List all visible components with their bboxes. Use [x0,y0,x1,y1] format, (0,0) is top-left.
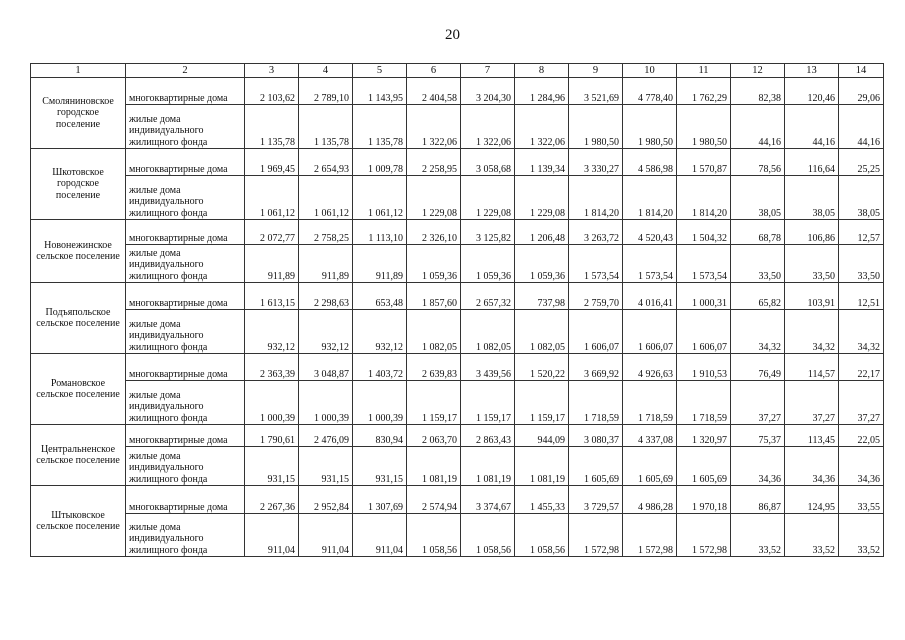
value-cell: 2 267,36 [245,486,299,514]
header-row [31,64,884,78]
value-cell: 1 000,39 [245,381,299,425]
value-cell: 2 298,63 [299,283,353,310]
value-cell: 911,89 [245,245,299,283]
value-cell: 1 814,20 [677,176,731,220]
value-cell: 2 758,25 [299,220,353,245]
value-cell: 1 980,50 [623,105,677,149]
value-cell: 1 504,32 [677,220,731,245]
value-cell: 1 605,69 [677,447,731,486]
table-row [31,486,884,514]
value-cell: 12,51 [839,283,884,310]
settlement-name: Романовское сельское поселение [31,354,126,425]
table-row [31,310,884,354]
value-cell: 37,27 [839,381,884,425]
value-cell: 1 718,59 [623,381,677,425]
value-cell: 124,95 [785,486,839,514]
value-cell: 2 654,93 [299,149,353,176]
value-cell: 1 572,98 [677,514,731,557]
value-cell: 3 204,30 [461,78,515,105]
value-cell: 1 573,54 [677,245,731,283]
column-header: 8 [515,64,569,78]
value-cell: 22,17 [839,354,884,381]
column-header: 5 [353,64,407,78]
value-cell: 911,04 [245,514,299,557]
value-cell: 1 081,19 [515,447,569,486]
value-cell: 3 058,68 [461,149,515,176]
value-cell: 2 639,83 [407,354,461,381]
value-cell: 103,91 [785,283,839,310]
table-row [31,105,884,149]
value-cell: 1 058,56 [515,514,569,557]
value-cell: 1 970,18 [677,486,731,514]
value-cell: 4 778,40 [623,78,677,105]
value-cell: 1 718,59 [569,381,623,425]
value-cell: 38,05 [731,176,785,220]
value-cell: 44,16 [731,105,785,149]
value-cell: 86,87 [731,486,785,514]
column-header: 7 [461,64,515,78]
value-cell: 2 759,70 [569,283,623,310]
value-cell: 1 058,56 [407,514,461,557]
housing-type: многоквартирные дома [126,220,245,245]
value-cell: 1 573,54 [623,245,677,283]
value-cell: 4 520,43 [623,220,677,245]
value-cell: 1 135,78 [299,105,353,149]
value-cell: 1 520,22 [515,354,569,381]
value-cell: 2 574,94 [407,486,461,514]
settlement-name: Шкотовское городское поселение [31,149,126,220]
value-cell: 2 476,09 [299,425,353,447]
value-cell: 106,86 [785,220,839,245]
value-cell: 116,64 [785,149,839,176]
value-cell: 4 986,28 [623,486,677,514]
value-cell: 38,05 [785,176,839,220]
column-header: 4 [299,64,353,78]
value-cell: 911,89 [299,245,353,283]
table-row [31,245,884,283]
value-cell: 1 229,08 [407,176,461,220]
value-cell: 944,09 [515,425,569,447]
value-cell: 1 059,36 [515,245,569,283]
value-cell: 932,12 [299,310,353,354]
table-row [31,447,884,486]
value-cell: 2 404,58 [407,78,461,105]
value-cell: 3 080,37 [569,425,623,447]
value-cell: 1 606,07 [569,310,623,354]
value-cell: 911,04 [353,514,407,557]
value-cell: 3 521,69 [569,78,623,105]
value-cell: 3 669,92 [569,354,623,381]
housing-type: жилые дома индивидуального жилищного фонда [126,381,245,425]
column-header: 12 [731,64,785,78]
column-header: 1 [31,64,126,78]
column-header: 10 [623,64,677,78]
column-header: 3 [245,64,299,78]
value-cell: 911,89 [353,245,407,283]
value-cell: 3 125,82 [461,220,515,245]
value-cell: 1 762,29 [677,78,731,105]
value-cell: 1 061,12 [353,176,407,220]
value-cell: 2 072,77 [245,220,299,245]
column-header: 6 [407,64,461,78]
value-cell: 3 374,67 [461,486,515,514]
value-cell: 1 135,78 [245,105,299,149]
value-cell: 2 063,70 [407,425,461,447]
value-cell: 2 326,10 [407,220,461,245]
tariff-table [30,63,884,557]
value-cell: 1 455,33 [515,486,569,514]
value-cell: 1 570,87 [677,149,731,176]
value-cell: 4 016,41 [623,283,677,310]
value-cell: 737,98 [515,283,569,310]
table-row [31,176,884,220]
table-row [31,78,884,105]
value-cell: 1 061,12 [299,176,353,220]
table-row [31,283,884,310]
value-cell: 4 337,08 [623,425,677,447]
value-cell: 1 320,97 [677,425,731,447]
value-cell: 1 980,50 [677,105,731,149]
value-cell: 931,15 [299,447,353,486]
value-cell: 33,52 [839,514,884,557]
table-row [31,220,884,245]
value-cell: 1 206,48 [515,220,569,245]
value-cell: 1 229,08 [515,176,569,220]
value-cell: 1 229,08 [461,176,515,220]
value-cell: 1 082,05 [515,310,569,354]
value-cell: 1 081,19 [461,447,515,486]
value-cell: 1 403,72 [353,354,407,381]
value-cell: 931,15 [353,447,407,486]
housing-type: жилые дома индивидуального жилищного фонда [126,514,245,557]
table-row [31,354,884,381]
value-cell: 1 572,98 [569,514,623,557]
value-cell: 1 322,06 [407,105,461,149]
value-cell: 78,56 [731,149,785,176]
value-cell: 3 729,57 [569,486,623,514]
value-cell: 1 000,31 [677,283,731,310]
value-cell: 12,57 [839,220,884,245]
value-cell: 1 139,34 [515,149,569,176]
value-cell: 4 586,98 [623,149,677,176]
value-cell: 65,82 [731,283,785,310]
value-cell: 1 159,17 [461,381,515,425]
housing-type: многоквартирные дома [126,78,245,105]
value-cell: 1 718,59 [677,381,731,425]
housing-type: жилые дома индивидуального жилищного фонда [126,105,245,149]
table-row [31,425,884,447]
value-cell: 33,52 [731,514,785,557]
value-cell: 1 000,39 [299,381,353,425]
value-cell: 114,57 [785,354,839,381]
value-cell: 2 863,43 [461,425,515,447]
value-cell: 1 605,69 [623,447,677,486]
value-cell: 33,55 [839,486,884,514]
table-row [31,149,884,176]
value-cell: 1 814,20 [623,176,677,220]
value-cell: 932,12 [245,310,299,354]
value-cell: 1 572,98 [623,514,677,557]
value-cell: 1 910,53 [677,354,731,381]
housing-type: многоквартирные дома [126,486,245,514]
value-cell: 113,45 [785,425,839,447]
housing-type: жилые дома индивидуального жилищного фонда [126,176,245,220]
value-cell: 120,46 [785,78,839,105]
housing-type: жилые дома индивидуального жилищного фонда [126,310,245,354]
value-cell: 653,48 [353,283,407,310]
value-cell: 34,32 [785,310,839,354]
value-cell: 37,27 [731,381,785,425]
value-cell: 1 082,05 [461,310,515,354]
value-cell: 1 790,61 [245,425,299,447]
value-cell: 29,06 [839,78,884,105]
value-cell: 3 330,27 [569,149,623,176]
value-cell: 2 952,84 [299,486,353,514]
value-cell: 34,32 [839,310,884,354]
value-cell: 44,16 [785,105,839,149]
value-cell: 1 081,19 [407,447,461,486]
value-cell: 2 657,32 [461,283,515,310]
value-cell: 75,37 [731,425,785,447]
value-cell: 4 926,63 [623,354,677,381]
column-header: 11 [677,64,731,78]
table-body [31,78,884,557]
table-row [31,514,884,557]
value-cell: 1 307,69 [353,486,407,514]
housing-type: многоквартирные дома [126,354,245,381]
value-cell: 911,04 [299,514,353,557]
value-cell: 33,52 [785,514,839,557]
value-cell: 1 969,45 [245,149,299,176]
value-cell: 1 059,36 [461,245,515,283]
value-cell: 34,36 [785,447,839,486]
value-cell: 34,32 [731,310,785,354]
value-cell: 1 061,12 [245,176,299,220]
value-cell: 25,25 [839,149,884,176]
housing-type: многоквартирные дома [126,149,245,176]
settlement-name: Центральненское сельское поселение [31,425,126,486]
value-cell: 37,27 [785,381,839,425]
value-cell: 2 103,62 [245,78,299,105]
value-cell: 1 159,17 [515,381,569,425]
column-header: 9 [569,64,623,78]
value-cell: 830,94 [353,425,407,447]
value-cell: 1 135,78 [353,105,407,149]
housing-type: многоквартирные дома [126,425,245,447]
value-cell: 1 058,56 [461,514,515,557]
settlement-name: Штыковское сельское поселение [31,486,126,557]
value-cell: 1 000,39 [353,381,407,425]
value-cell: 1 113,10 [353,220,407,245]
value-cell: 38,05 [839,176,884,220]
value-cell: 34,36 [839,447,884,486]
table-row [31,381,884,425]
value-cell: 33,50 [785,245,839,283]
value-cell: 931,15 [245,447,299,486]
value-cell: 1 606,07 [677,310,731,354]
value-cell: 2 363,39 [245,354,299,381]
value-cell: 33,50 [731,245,785,283]
value-cell: 1 814,20 [569,176,623,220]
value-cell: 1 573,54 [569,245,623,283]
value-cell: 1 082,05 [407,310,461,354]
value-cell: 1 284,96 [515,78,569,105]
value-cell: 1 009,78 [353,149,407,176]
page-number: 20 [445,27,460,43]
value-cell: 1 606,07 [623,310,677,354]
settlement-name: Подъяпольское сельское поселение [31,283,126,354]
settlement-name: Смоляниновское городское поселение [31,78,126,149]
value-cell: 3 048,87 [299,354,353,381]
value-cell: 82,38 [731,78,785,105]
housing-type: многоквартирные дома [126,283,245,310]
value-cell: 1 322,06 [461,105,515,149]
value-cell: 1 059,36 [407,245,461,283]
value-cell: 1 857,60 [407,283,461,310]
value-cell: 1 159,17 [407,381,461,425]
column-header: 14 [839,64,884,78]
value-cell: 2 789,10 [299,78,353,105]
settlement-name: Новонежинское сельское поселение [31,220,126,283]
value-cell: 1 605,69 [569,447,623,486]
value-cell: 44,16 [839,105,884,149]
housing-type: жилые дома индивидуального жилищного фонда [126,245,245,283]
value-cell: 34,36 [731,447,785,486]
value-cell: 932,12 [353,310,407,354]
value-cell: 3 439,56 [461,354,515,381]
column-header: 2 [126,64,245,78]
value-cell: 33,50 [839,245,884,283]
value-cell: 22,05 [839,425,884,447]
value-cell: 3 263,72 [569,220,623,245]
value-cell: 1 613,15 [245,283,299,310]
value-cell: 1 143,95 [353,78,407,105]
value-cell: 1 980,50 [569,105,623,149]
value-cell: 68,78 [731,220,785,245]
value-cell: 1 322,06 [515,105,569,149]
column-header: 13 [785,64,839,78]
housing-type: жилые дома индивидуального жилищного фонда [126,447,245,486]
value-cell: 76,49 [731,354,785,381]
value-cell: 2 258,95 [407,149,461,176]
